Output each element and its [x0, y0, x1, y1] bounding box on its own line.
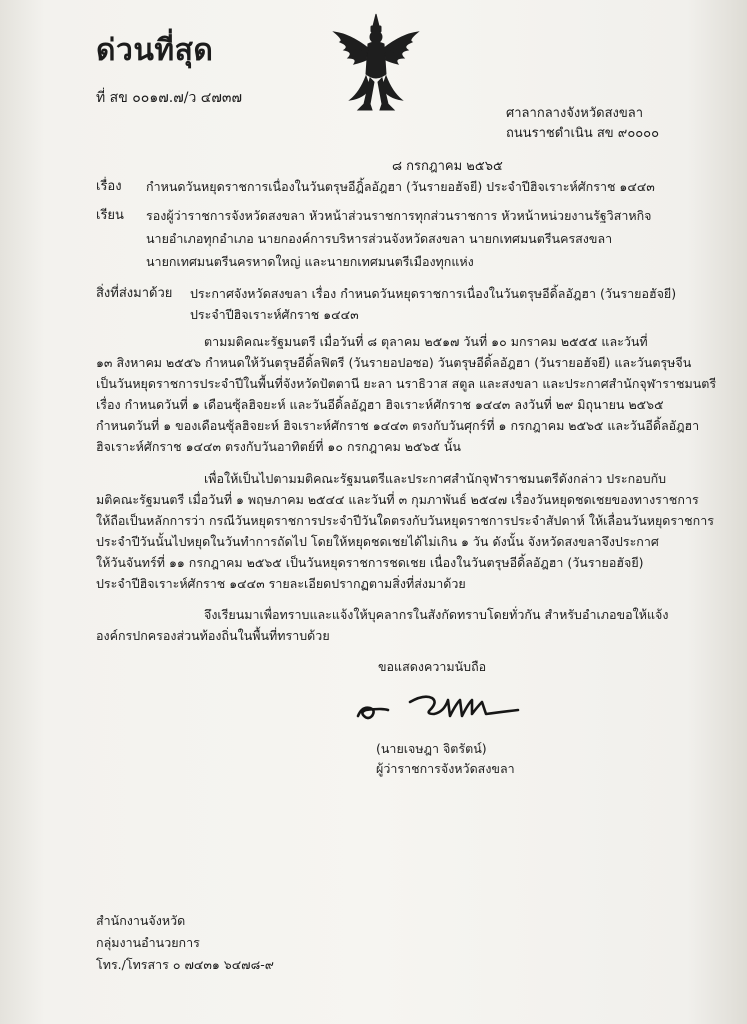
paragraph-2-line: ประจำปีฮิจเราะห์ศักราช ๑๔๔๓ รายละเอียดปรากฏตามสิ่งที่ส่งมาด้วย: [96, 576, 466, 591]
handwritten-signature-icon: [354, 686, 524, 726]
closing-salutation: ขอแสดงความนับถือ: [378, 659, 487, 674]
paragraph-2-line: ให้วันจันทร์ที่ ๑๑ กรกฎาคม ๒๕๖๕ เป็นวันหยุดราชการชดเชย เนื่องในวันตรุษอีดิ้ลอัฎฮา (วันรายอฮัจยี): [96, 555, 644, 570]
paragraph-1-line: ตามมติคณะรัฐมนตรี เมื่อวันที่ ๘ ตุลาคม ๒๕๑๗ วันที่ ๑๐ มกราคม ๒๕๕๕ และวันที่: [204, 334, 648, 349]
urgency-heading: ด่วนที่สุด: [96, 33, 214, 68]
garuda-emblem-icon: [330, 12, 422, 114]
paragraph-1-line: ฮิจเราะห์ศักราช ๑๔๔๓ ตรงกับวันอาทิตย์ที่ ๑๐ กรกฎาคม ๒๕๖๕ นั้น: [96, 439, 461, 454]
paragraph-3-line: จึงเรียนมาเพื่อทราบและแจ้งให้บุคลากรในสังกัดทราบโดยทั่วกัน สำหรับอำเภอขอให้แจ้ง: [204, 607, 669, 622]
document-number: ที่ สข ๐๐๑๗.๗/ว ๔๗๓๗: [96, 90, 242, 106]
paragraph-1-line: เป็นวันหยุดราชการประจำปีในพื้นที่จังหวัดปัตตานี ยะลา นราธิวาส สตูล และสงขลา และประกาศสำนักจุฬาราชมนตรี: [96, 376, 717, 391]
recipient-line: รองผู้ว่าราชการจังหวัดสงขลา หัวหน้าส่วนราชการทุกส่วนราชการ หัวหน้าหน่วยงานรัฐวิสาหกิจ: [146, 208, 652, 223]
paragraph-3-line: องค์กรปกครองส่วนท้องถิ่นในพื้นที่ทราบด้วย: [96, 628, 330, 643]
paragraph-1-line: เรื่อง กำหนดวันที่ ๑ เดือนซุ้ลฮิจยะห์ และวันอีดิ้ลอัฎฮา ฮิจเราะห์ศักราช ๑๔๔๓ ลงวันที่ ๒๙ มิถุนายน ๒๕๖๕: [96, 397, 664, 412]
paragraph-2-line: เพื่อให้เป็นไปตามมติคณะรัฐมนตรีและประกาศสำนักจุฬาราชมนตรีดังกล่าว ประกอบกับ: [204, 471, 667, 486]
paragraph-2-line: ให้ถือเป็นหลักการว่า กรณีวันหยุดราชการประจำปีวันใดตรงกับวันหยุดราชการประจำสัปดาห์ ให้เลื่อนวันหยุดราชการ: [96, 513, 714, 528]
footer-phone: โทร./โทรสาร ๐ ๗๔๓๑ ๖๔๗๘-๙: [96, 957, 274, 972]
recipient-line: นายอำเภอทุกอำเภอ นายกองค์การบริหารส่วนจังหวัดสงขลา นายกเทศมนตรีนครสงขลา: [146, 231, 613, 246]
signer-name: (นายเจษฎา จิตรัตน์): [376, 741, 487, 756]
footer-division: กลุ่มงานอำนวยการ: [96, 935, 200, 950]
office-address-block: [506, 104, 659, 144]
letter-date: ๘ กรกฎาคม ๒๕๖๕: [392, 159, 503, 174]
footer-department: สำนักงานจังหวัด: [96, 913, 186, 928]
office-name: ศาลากลางจังหวัดสงขลา: [506, 106, 644, 121]
enclosure-line: ประกาศจังหวัดสงขลา เรื่อง กำหนดวันหยุดราชการเนื่องในวันตรุษอีดิ้ลอัฎฮา (วันรายอฮัจยี): [190, 286, 677, 301]
enclosure-line: ประจำปีฮิจเราะห์ศักราช ๑๔๔๓: [190, 307, 359, 322]
recipient-line: นายกเทศมนตรีนครหาดใหญ่ และนายกเทศมนตรีเมืองทุกแห่ง: [146, 254, 474, 269]
paragraph-1-line: ๑๓ สิงหาคม ๒๕๕๖ กำหนดให้วันตรุษอีดิ้ลฟิตรี (วันรายอปอซอ) วันตรุษอีดิ้ลอัฎฮา (วันรายอฮัจยี) และวันตรุษจีน: [96, 355, 692, 370]
subject-label: เรื่อง: [96, 179, 122, 194]
subject-text: กำหนดวันหยุดราชการเนื่องในวันตรุษอีฎิ้ลอัฎฮา (วันรายอฮัจยี) ประจำปีฮิจเราะห์ศักราช ๑๔๔๓: [146, 179, 655, 194]
paragraph-2-line: มติคณะรัฐมนตรี เมื่อวันที่ ๑ พฤษภาคม ๒๕๔๔ และวันที่ ๓ กุมภาพันธ์ ๒๕๔๗ เรื่องวันหยุดชดเชยของทางราชการ: [96, 492, 699, 507]
paragraph-2-line: ประจำปีวันนั้นไปหยุดในวันทำการถัดไป โดยให้หยุดชดเชยได้ไม่เกิน ๑ วัน ดังนั้น จังหวัดสงขลาจึงประกาศ: [96, 534, 659, 549]
signer-title: ผู้ว่าราชการจังหวัดสงขลา: [376, 761, 515, 776]
enclosure-label: สิ่งที่ส่งมาด้วย: [96, 286, 173, 301]
recipient-label: เรียน: [96, 208, 124, 223]
office-street: ถนนราชดำเนิน สข ๙๐๐๐๐: [506, 126, 660, 141]
paragraph-1-line: กำหนดวันที่ ๑ ของเดือนซุ้ลฮิจยะห์ ฮิจเราะห์ศักราช ๑๔๔๓ ตรงกับวันศุกร์ที่ ๑ กรกฎาคม ๒๕๖๕ และวันอีดิ้ลอัฎฮา: [96, 418, 700, 433]
